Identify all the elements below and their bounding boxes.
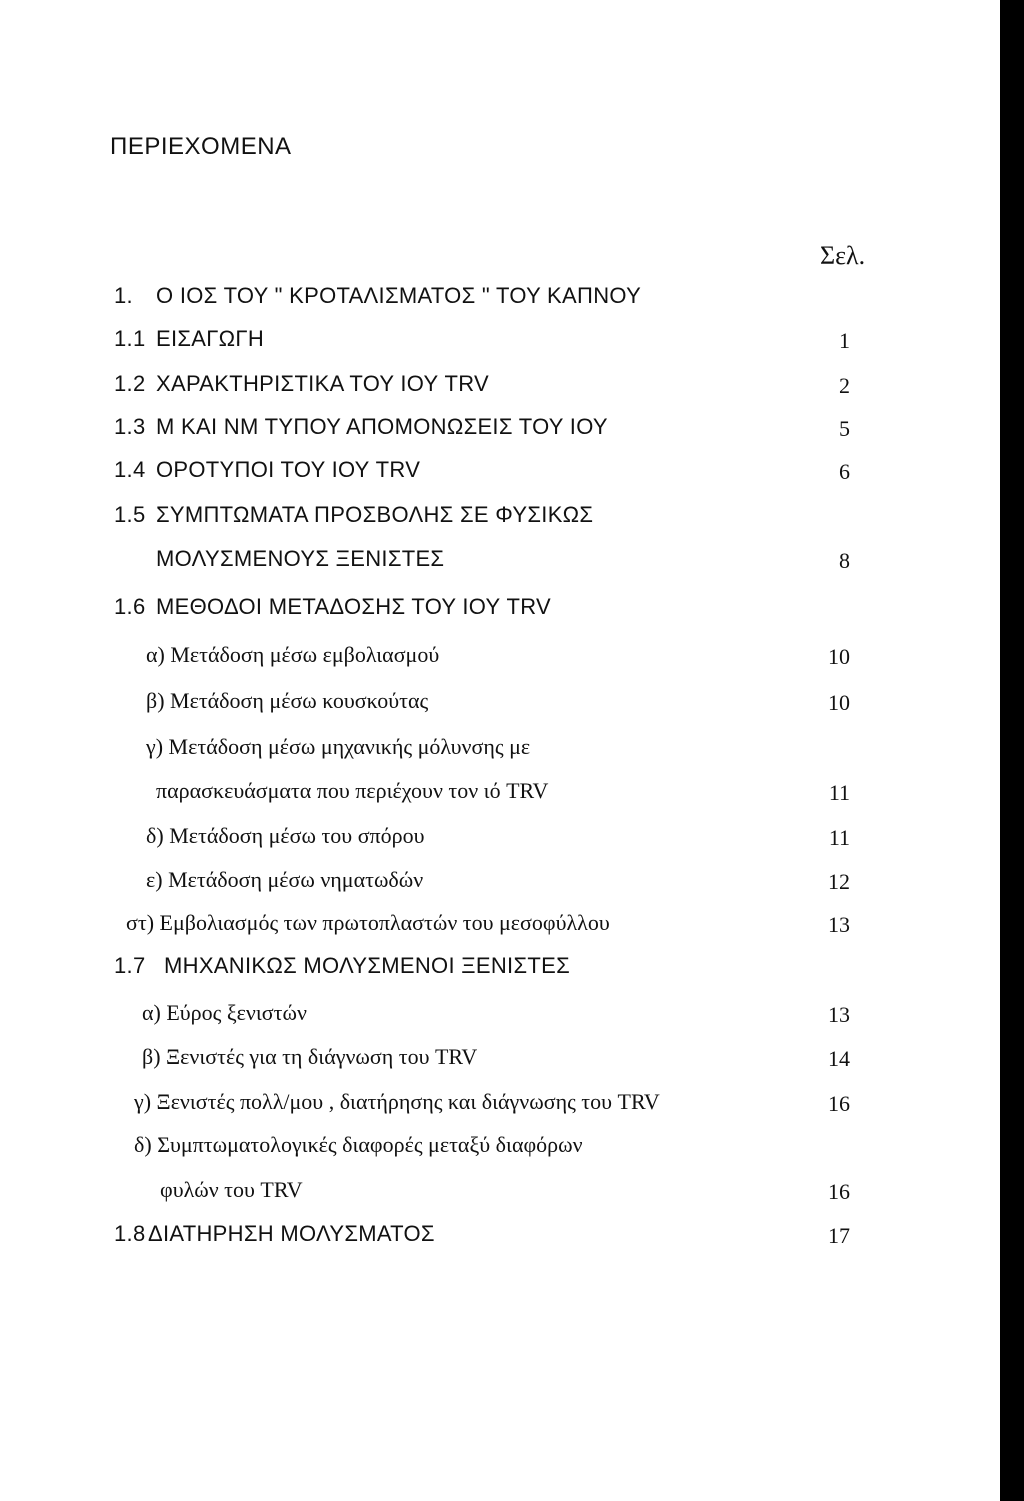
toc-entry-text xyxy=(114,414,608,440)
toc-entry-text xyxy=(156,778,548,804)
toc-entry xyxy=(0,642,1000,678)
toc-entry-title: γ) Μετάδοση μέσω μηχανικής μόλυνσης με xyxy=(146,734,531,759)
toc-entry-title: α) Μετάδοση μέσω εμβολιασμού xyxy=(146,642,440,667)
toc-entry-text xyxy=(156,546,444,572)
toc-entry-title: β) Ξενιστές για τη διάγνωση του TRV xyxy=(142,1044,478,1069)
toc-entry-page: 1 xyxy=(839,328,850,353)
toc-entry-page: 12 xyxy=(828,869,850,894)
toc-entry-number: 1.7 xyxy=(114,953,146,978)
toc-entry-title: παρασκευάσματα που περιέχουν τον ιό TRV xyxy=(156,778,549,803)
toc-entry-text xyxy=(126,910,610,936)
toc-entry xyxy=(0,371,1000,407)
toc-entry xyxy=(0,734,1000,770)
toc-entry-title: Μ ΚΑΙ ΝΜ ΤΥΠΟΥ ΑΠΟΜΟΝΩΣΕΙΣ ΤΟΥ ΙΟΥ xyxy=(156,414,608,439)
toc-entry xyxy=(0,1044,1000,1080)
toc-entry-number: 1. xyxy=(114,283,133,308)
toc-entry xyxy=(0,594,1000,630)
toc-entry-page: 10 xyxy=(828,690,850,715)
toc-entry-title: ΟΡΟΤΥΠΟΙ ΤΟΥ ΙΟΥ TRV xyxy=(156,457,421,482)
toc-entry-page: 2 xyxy=(839,373,850,398)
toc-entry xyxy=(0,823,1000,859)
toc-entry-title: δ) Συμπτωματολογικές διαφορές μεταξύ διαφόρων xyxy=(134,1132,583,1157)
toc-entry-text xyxy=(160,1177,303,1203)
toc-entry-number: 1.8 xyxy=(114,1221,146,1246)
toc-entry-text xyxy=(114,283,641,309)
toc-entry xyxy=(0,867,1000,903)
toc-entry-page: 13 xyxy=(828,1002,850,1027)
toc-entry-title: φυλών του TRV xyxy=(160,1177,303,1202)
toc-entry-page: 6 xyxy=(839,459,850,484)
toc-entry-title: ΜΗΧΑΝΙΚΩΣ ΜΟΛΥΣΜΕΝΟΙ ΞΕΝΙΣΤΕΣ xyxy=(164,953,570,978)
toc-entry xyxy=(0,1089,1000,1125)
toc-entry-page: 16 xyxy=(828,1091,850,1116)
toc-entry-title: ΜΕΘΟΔΟΙ ΜΕΤΑΔΟΣΗΣ ΤΟΥ ΙΟΥ TRV xyxy=(156,594,551,619)
toc-entry-title: δ) Μετάδοση μέσω του σπόρου xyxy=(146,823,425,848)
toc-entry xyxy=(0,326,1000,362)
toc-entry-page: 13 xyxy=(828,912,850,937)
toc-entry-page: 11 xyxy=(828,825,850,850)
toc-entry-title: ΔΙΑΤΗΡΗΣΗ ΜΟΛΥΣΜΑΤΟΣ xyxy=(148,1221,435,1246)
toc-entry-text xyxy=(114,326,264,352)
toc-entry-text xyxy=(142,1000,307,1026)
toc-entry-text xyxy=(114,1221,435,1247)
toc-entry-text xyxy=(146,688,428,714)
toc-entry-title: β) Μετάδοση μέσω κουσκούτας xyxy=(146,688,429,713)
toc-entry-page: 16 xyxy=(828,1179,850,1204)
toc-entry-number: 1.5 xyxy=(114,502,146,527)
toc-entry-text xyxy=(146,734,530,760)
toc-entry-number: 1.3 xyxy=(114,414,146,439)
toc-entry-page: 17 xyxy=(828,1223,850,1248)
toc-entry xyxy=(0,414,1000,450)
toc-entry-page: 11 xyxy=(828,780,850,805)
toc-entry xyxy=(0,283,1000,319)
toc-entry-text xyxy=(134,1089,660,1115)
toc-entry xyxy=(0,546,1000,582)
toc-entry xyxy=(0,778,1000,814)
contents-heading: ΠΕΡΙΕΧΟΜΕΝΑ xyxy=(110,133,292,160)
toc-entry-page: 5 xyxy=(839,416,850,441)
toc-entry-page: 10 xyxy=(828,644,850,669)
toc-entry-text xyxy=(146,823,425,849)
toc-entry-text xyxy=(134,1132,583,1158)
toc-entry-text xyxy=(114,371,489,397)
toc-entry-title: ΜΟΛΥΣΜΕΝΟΥΣ ΞΕΝΙΣΤΕΣ xyxy=(156,546,445,571)
toc-entry xyxy=(0,502,1000,538)
toc-entry xyxy=(0,1132,1000,1168)
toc-entry-text xyxy=(114,953,570,979)
toc-entry-text xyxy=(114,502,593,528)
toc-entry-title: α) Εύρος ξενιστών xyxy=(142,1000,307,1025)
toc-entry-text xyxy=(146,642,439,668)
toc-entry-page: 14 xyxy=(828,1046,850,1071)
toc-entry-text xyxy=(114,594,551,620)
toc-entry xyxy=(0,1177,1000,1213)
toc-entry-text xyxy=(142,1044,477,1070)
toc-entry-text xyxy=(114,457,420,483)
toc-entry-number: 1.2 xyxy=(114,371,146,396)
toc-entry-number: 1.1 xyxy=(114,326,146,351)
toc-entry-page: 8 xyxy=(839,548,850,573)
toc-entry xyxy=(0,1000,1000,1036)
toc-entry xyxy=(0,457,1000,493)
toc-entry-title: γ) Ξενιστές πολλ/μου , διατήρησης και διάγνωσης του TRV xyxy=(134,1089,660,1114)
toc-entry-title: στ) Εμβολιασμός των πρωτοπλαστών του μεσοφύλλου xyxy=(126,910,610,935)
toc-entry-title: ε) Μετάδοση μέσω νηματωδών xyxy=(146,867,424,892)
toc-entry xyxy=(0,953,1000,989)
toc-entry-title: ΣΥΜΠΤΩΜΑΤΑ ΠΡΟΣΒΟΛΗΣ ΣΕ ΦΥΣΙΚΩΣ xyxy=(156,502,594,527)
toc-entry-number: 1.4 xyxy=(114,457,146,482)
toc-entry-title: ΕΙΣΑΓΩΓΗ xyxy=(156,326,265,351)
toc-entry xyxy=(0,688,1000,724)
toc-entry-text xyxy=(146,867,423,893)
toc-entry xyxy=(0,910,1000,946)
toc-entry-number: 1.6 xyxy=(114,594,146,619)
page-column-label: Σελ. xyxy=(820,241,866,270)
toc-entry-title: ΧΑΡΑΚΤΗΡΙΣΤΙΚΑ ΤΟΥ ΙΟΥ TRV xyxy=(156,371,489,396)
toc-entry xyxy=(0,1221,1000,1257)
scan-edge-bar xyxy=(1000,0,1024,1501)
toc-entry-title: Ο ΙΟΣ ΤΟΥ " ΚΡΟΤΑΛΙΣΜΑΤΟΣ " ΤΟΥ ΚΑΠΝΟΥ xyxy=(156,283,642,308)
